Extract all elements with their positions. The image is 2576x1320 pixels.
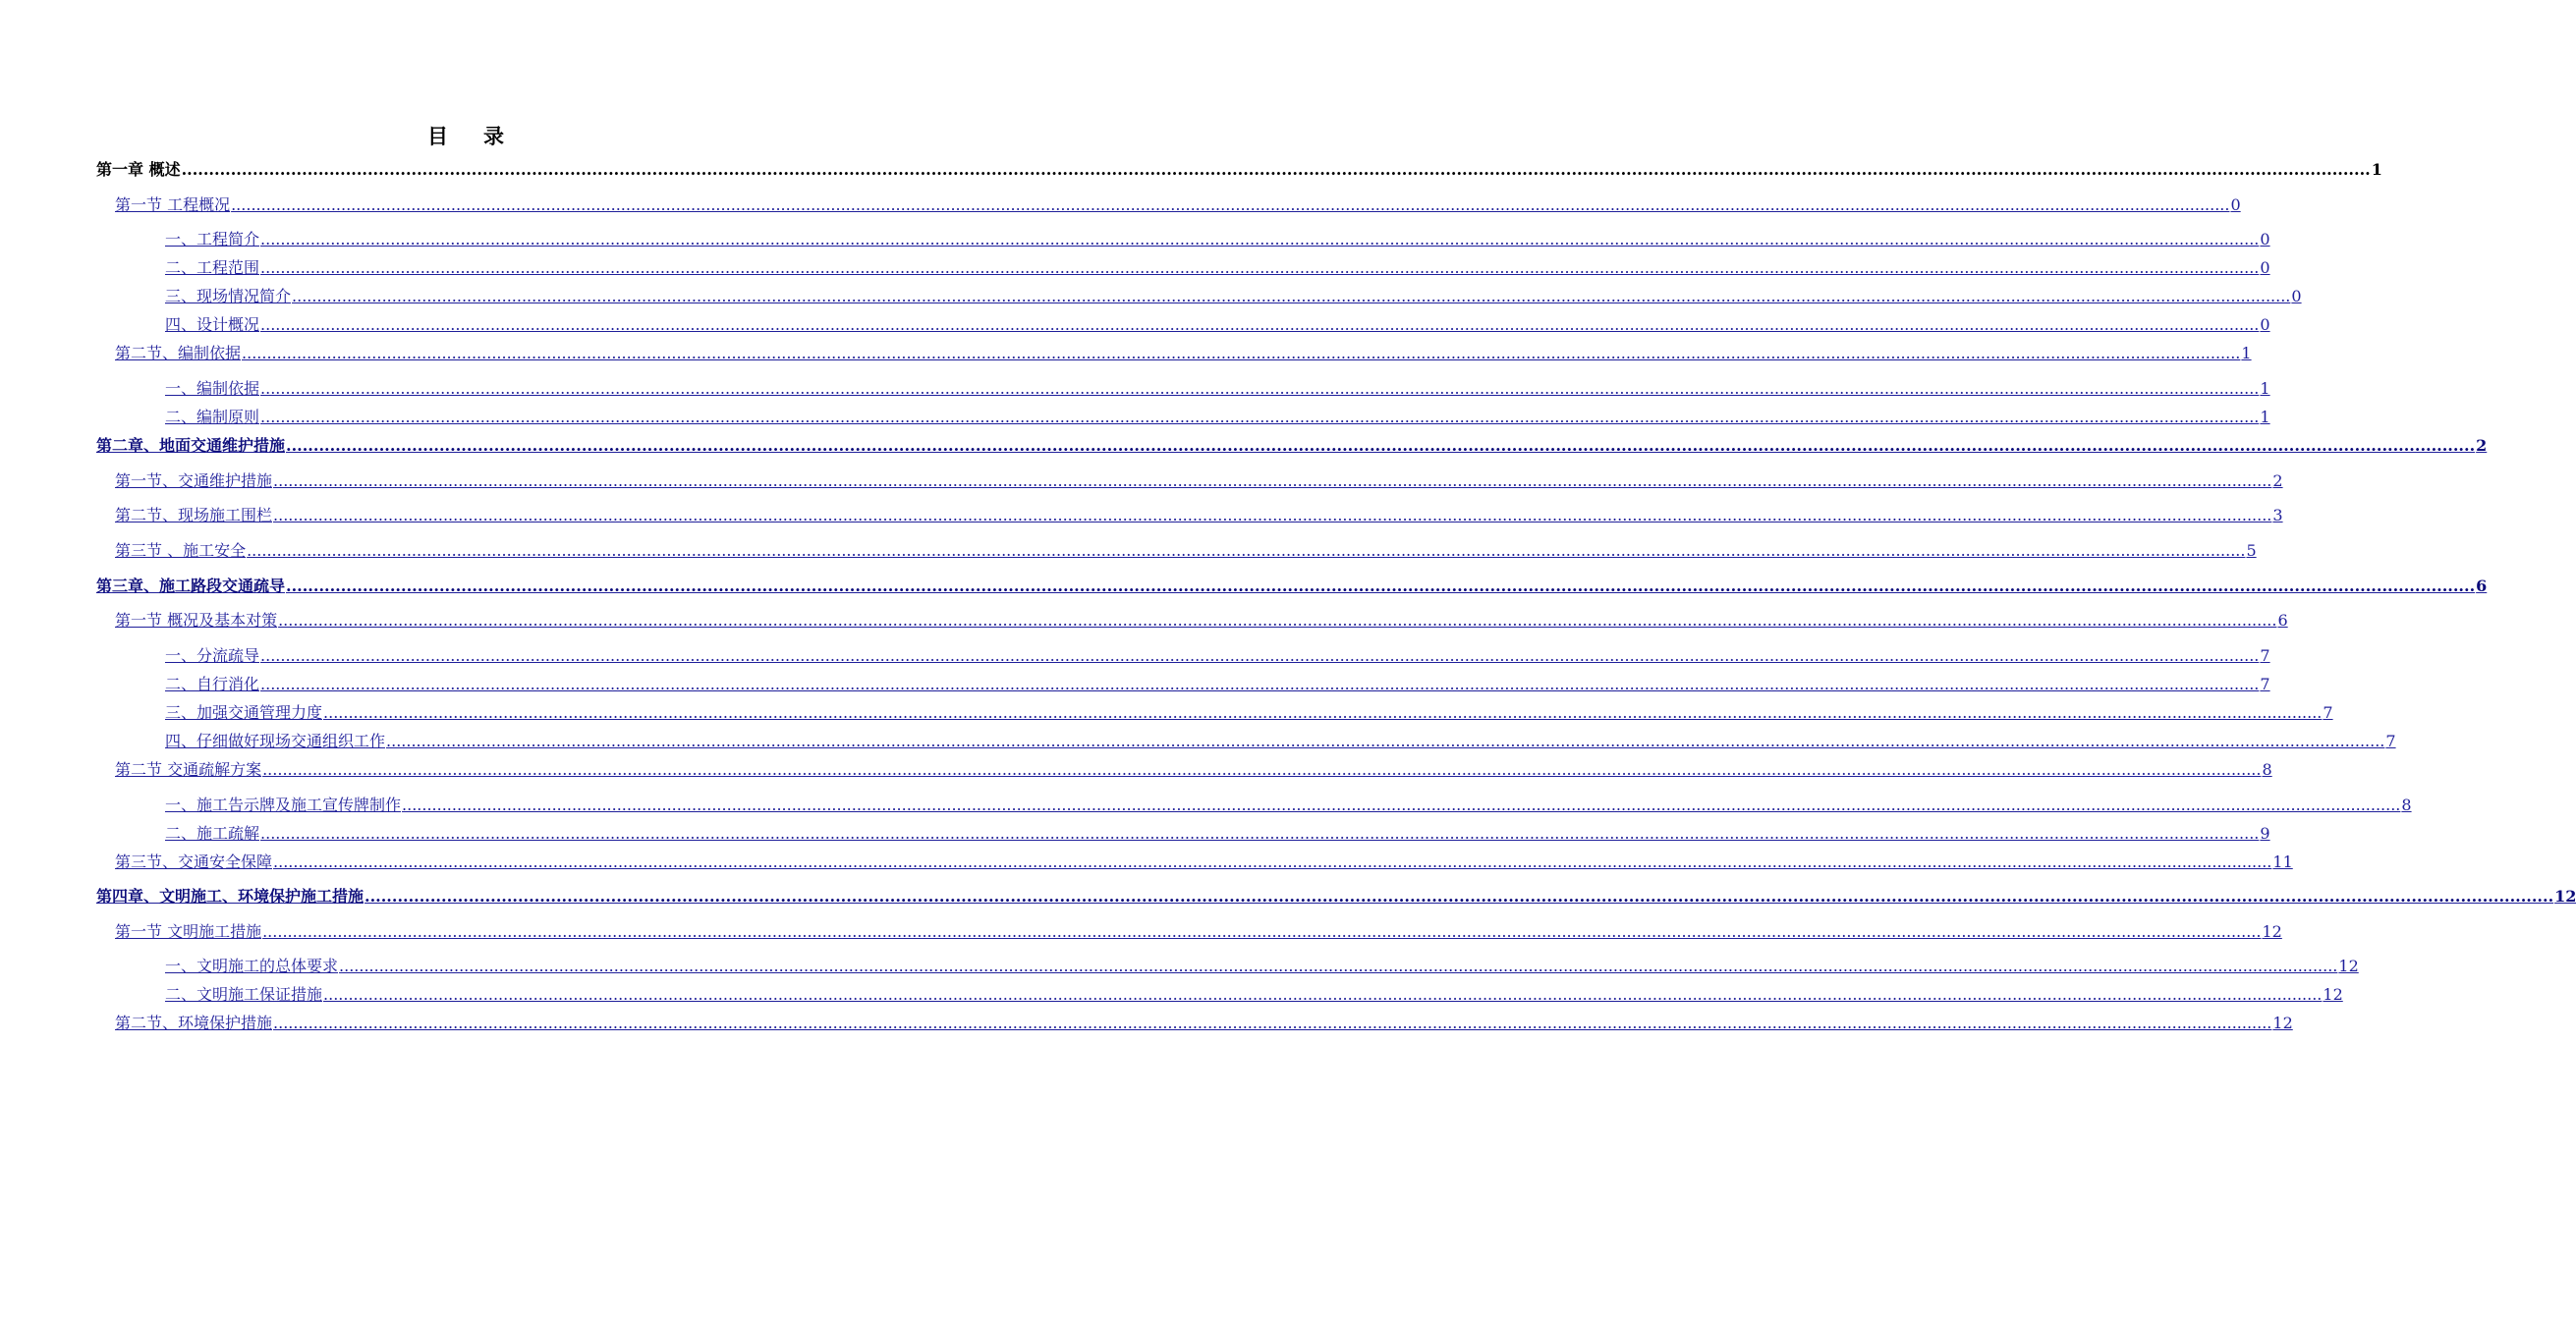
toc-entry-section[interactable]: 第一节、交通维护措施 ................................................................................................................................................................................................................................................................................................................................................................................................................ 2 <box>115 471 2283 490</box>
toc-entry-chapter-3[interactable]: 第三章、施工路段交通疏导 ................................................................................................................................................................................................................................................................................................................................................................................................................ 6 <box>96 577 2488 595</box>
toc-entry-subsection[interactable]: 二、工程范围 ................................................................................................................................................................................................................................................................................................................................................................................................................ 0 <box>165 258 2270 277</box>
toc-entry-section[interactable]: 第三节、交通安全保障 ................................................................................................................................................................................................................................................................................................................................................................................................................ 11 <box>115 852 2293 871</box>
toc-entry-section[interactable]: 第二节 交通疏解方案 ................................................................................................................................................................................................................................................................................................................................................................................................................ 8 <box>115 760 2272 779</box>
toc-title: 目 录 <box>427 124 506 148</box>
toc-entry-chapter-1[interactable]: 第一章 概述 ................................................................................................................................................................................................................................................................................................................................................................................................................ 1 <box>96 160 2382 179</box>
toc-entry-subsection[interactable]: 四、设计概况 ................................................................................................................................................................................................................................................................................................................................................................................................................ 0 <box>165 315 2270 334</box>
toc-entry-section[interactable]: 第一节 概况及基本对策 ................................................................................................................................................................................................................................................................................................................................................................................................................ 6 <box>115 611 2288 630</box>
toc-entry-subsection[interactable]: 一、文明施工的总体要求 ................................................................................................................................................................................................................................................................................................................................................................................................................ 12 <box>165 957 2359 975</box>
toc-entry-section[interactable]: 第二节、环境保护措施 ................................................................................................................................................................................................................................................................................................................................................................................................................ 12 <box>115 1014 2293 1032</box>
toc-entry-subsection[interactable]: 四、仔细做好现场交通组织工作 ................................................................................................................................................................................................................................................................................................................................................................................................................ 7 <box>165 732 2396 750</box>
toc-entry-section[interactable]: 第二节、编制依据 ................................................................................................................................................................................................................................................................................................................................................................................................................ 1 <box>115 344 2252 362</box>
toc-entry-subsection[interactable]: 一、施工告示牌及施工宣传牌制作 ................................................................................................................................................................................................................................................................................................................................................................................................................ 8 <box>165 796 2412 814</box>
toc-entry-subsection[interactable]: 一、编制依据 ................................................................................................................................................................................................................................................................................................................................................................................................................ 1 <box>165 379 2270 398</box>
toc-entry-subsection[interactable]: 一、工程简介 ................................................................................................................................................................................................................................................................................................................................................................................................................ 0 <box>165 230 2270 248</box>
toc-entry-subsection[interactable]: 一、分流疏导 ................................................................................................................................................................................................................................................................................................................................................................................................................ 7 <box>165 646 2270 665</box>
toc-entry-section[interactable]: 第一节 工程概况 ................................................................................................................................................................................................................................................................................................................................................................................................................ 0 <box>115 195 2241 214</box>
toc-entry-chapter-4[interactable]: 第四章、文明施工、环境保护施工措施 ................................................................................................................................................................................................................................................................................................................................................................................................................ 12 <box>96 887 2576 906</box>
toc-entry-subsection[interactable]: 二、文明施工保证措施 ................................................................................................................................................................................................................................................................................................................................................................................................................ 12 <box>165 985 2343 1004</box>
toc-entry-subsection[interactable]: 三、现场情况简介 ................................................................................................................................................................................................................................................................................................................................................................................................................ 0 <box>165 287 2302 305</box>
toc-entry-subsection[interactable]: 二、自行消化 ................................................................................................................................................................................................................................................................................................................................................................................................................ 7 <box>165 675 2270 693</box>
toc-entry-section[interactable]: 第二节、现场施工围栏 ................................................................................................................................................................................................................................................................................................................................................................................................................ 3 <box>115 506 2283 524</box>
toc-entry-section[interactable]: 第一节 文明施工措施 ................................................................................................................................................................................................................................................................................................................................................................................................................ 12 <box>115 922 2282 941</box>
toc-entry-subsection[interactable]: 二、编制原则 ................................................................................................................................................................................................................................................................................................................................................................................................................ 1 <box>165 408 2270 426</box>
toc-entry-subsection[interactable]: 三、加强交通管理力度 ................................................................................................................................................................................................................................................................................................................................................................................................................ 7 <box>165 703 2333 722</box>
toc-entry-section[interactable]: 第三节 、施工安全 ................................................................................................................................................................................................................................................................................................................................................................................................................ 5 <box>115 541 2257 560</box>
toc-entry-chapter-2[interactable]: 第二章、地面交通维护措施 ................................................................................................................................................................................................................................................................................................................................................................................................................ 2 <box>96 436 2488 455</box>
toc-entry-subsection[interactable]: 二、施工疏解 ................................................................................................................................................................................................................................................................................................................................................................................................................ 9 <box>165 824 2270 843</box>
